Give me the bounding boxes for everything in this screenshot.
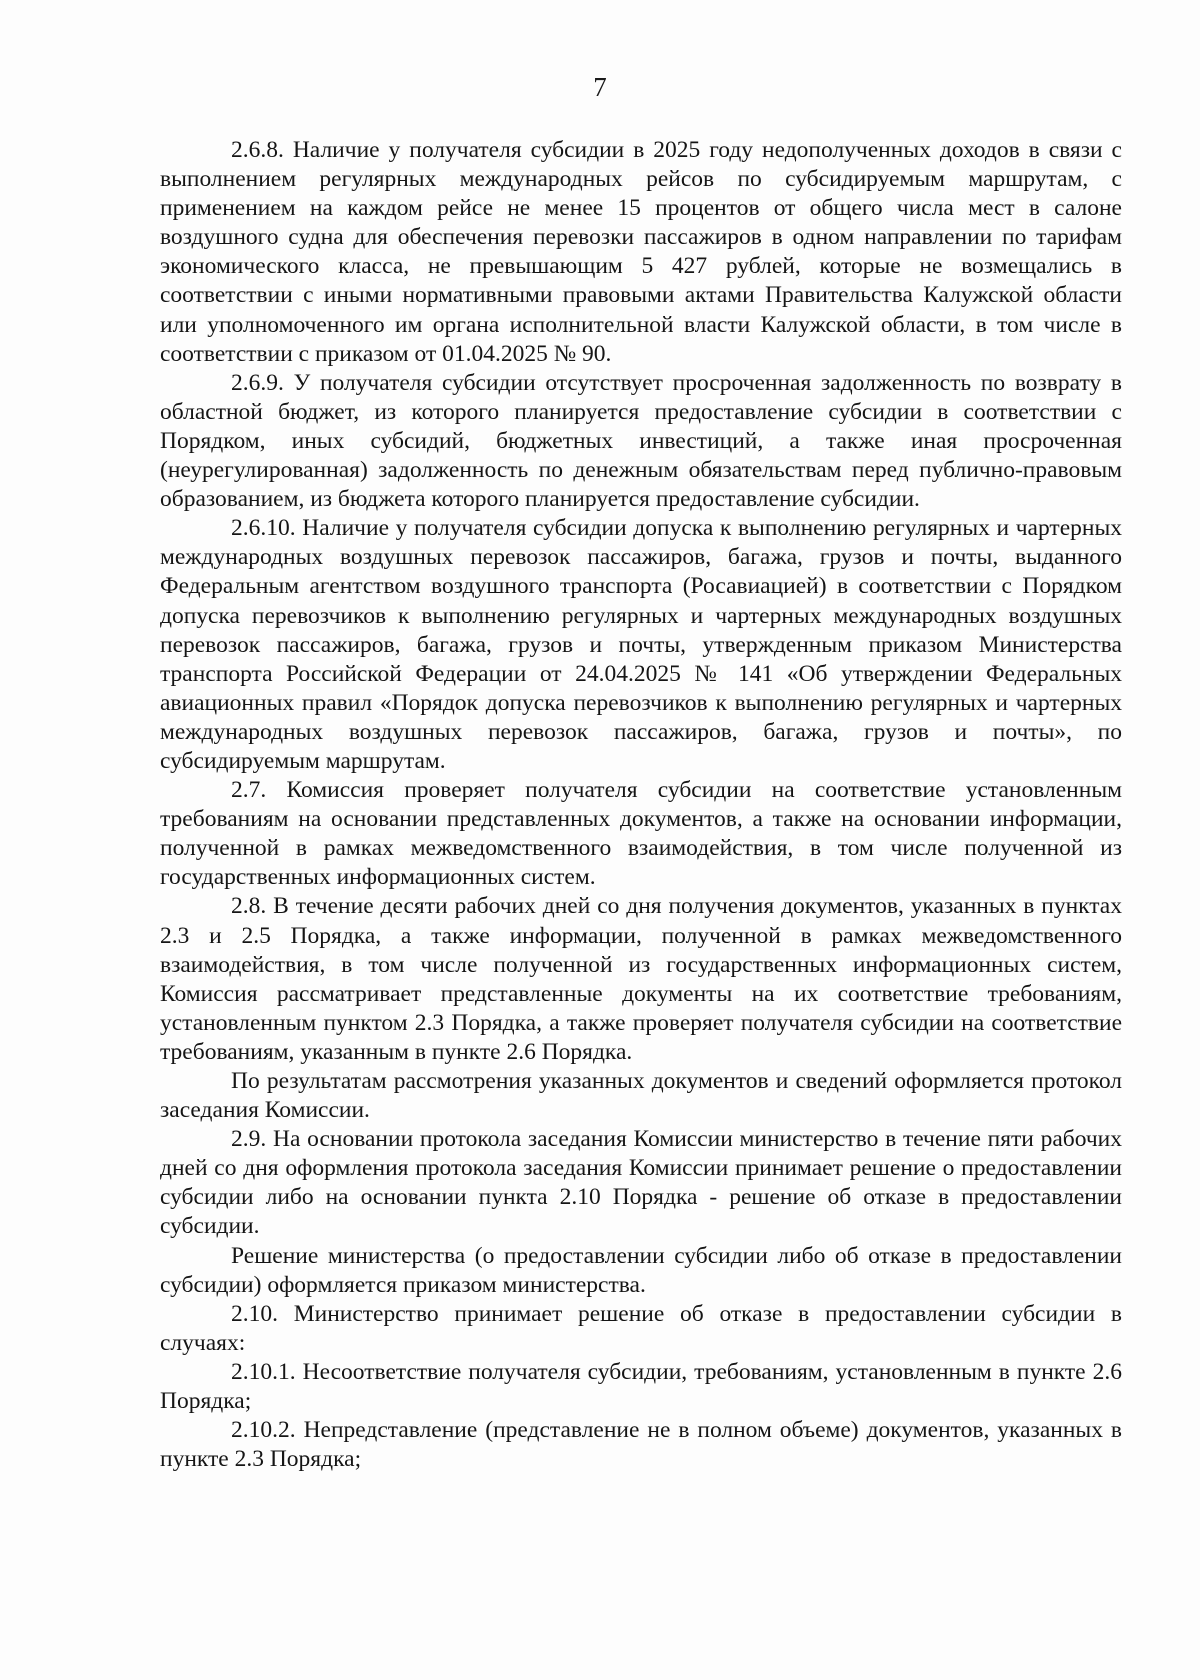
paragraph-2-6-10: 2.6.10. Наличие у получателя субсидии допуска к выполнению регулярных и чартерных международных воздушных перевозок пассажиров, багажа, грузов и почты, выданного Федеральным агентством воздушного транспорта (Росавиацией) в соответствии с Порядком допуска перевозчиков к выполнению регулярных и чартерных международных воздушных перевозок пассажиров, багажа, грузов и почты, утвержденным приказом Министерства транспорта Российской Федерации от 24.04.2025 № 141 «Об утверждении Федеральных авиационных правил «Порядок допуска перевозчиков к выполнению регулярных и чартерных международных воздушных перевозок пассажиров, багажа, грузов и почты», по субсидируемым маршрутам. <box>160 515 1122 774</box>
paragraph-2-7: 2.7. Комиссия проверяет получателя субсидии на соответствие установленным требованиям на основании представленных документов, а также на основании информации, полученной в рамках межведомственного взаимодействия, в том числе полученной из государственных информационных систем. <box>160 777 1122 891</box>
paragraph-2-9: 2.9. На основании протокола заседания Комиссии министерство в течение пяти рабочих дней со дня оформления протокола заседания Комиссии принимает решение о предоставлении субсидии либо на основании пункта 2.10 Порядка - решение об отказе в предоставлении субсидии. <box>160 1126 1122 1240</box>
paragraph-2-6-8: 2.6.8. Наличие у получателя субсидии в 2025 году недополученных доходов в связи с выполнением регулярных международных рейсов по субсидируемым маршрутам, с применением на каждом рейсе не менее 15 процентов от общего числа мест в салоне воздушного судна для обеспечения перевозки пассажиров в одном направлении по тарифам экономического класса, не превышающим 5 427 рублей, которые не возмещались в соответствии с иными нормативными правовыми актами Правительства Калужской области или уполномоченного им органа исполнительной власти Калужской области, в том числе в соответствии с приказом от 01.04.2025 № 90. <box>160 137 1122 367</box>
paragraph-2-10: 2.10. Министерство принимает решение об отказе в предоставлении субсидии в случаях: <box>160 1300 1122 1356</box>
document-body <box>160 136 1122 1474</box>
paragraph-2-10-2: 2.10.2. Непредставление (представление не в полном объеме) документов, указанных в пункте 2.3 Порядка; <box>160 1417 1122 1473</box>
paragraph-2-6-9: 2.6.9. У получателя субсидии отсутствует просроченная задолженность по возврату в областной бюджет, из которого планируется предоставление субсидии в соответствии с Порядком, иных субсидий, бюджетных инвестиций, а также иная просроченная (неурегулированная) задолженность по денежным обязательствам перед публично-правовым образованием, из бюджета которого планируется предоставление субсидии. <box>160 369 1122 513</box>
paragraph-protocol: По результатам рассмотрения указанных документов и сведений оформляется протокол заседания Комиссии. <box>160 1068 1122 1124</box>
page-number: 7 <box>593 72 607 102</box>
paragraph-decision: Решение министерства (о предоставлении субсидии либо об отказе в предоставлении субсидии) оформляется приказом министерства. <box>160 1242 1122 1298</box>
paragraph-2-8: 2.8. В течение десяти рабочих дней со дня получения документов, указанных в пунктах 2.3 и 2.5 Порядка, а также информации, полученной в рамках межведомственного взаимодействия, в том числе полученной из государственных информационных систем, Комиссия рассматривает представленные документы на их соответствие требованиям, установленным пунктом 2.3 Порядка, а также проверяет получателя субсидии на соответствие требованиям, указанным в пункте 2.6 Порядка. <box>160 893 1122 1065</box>
paragraph-2-10-1: 2.10.1. Несоответствие получателя субсидии, требованиям, установленным в пункте 2.6 Порядка; <box>160 1358 1122 1415</box>
